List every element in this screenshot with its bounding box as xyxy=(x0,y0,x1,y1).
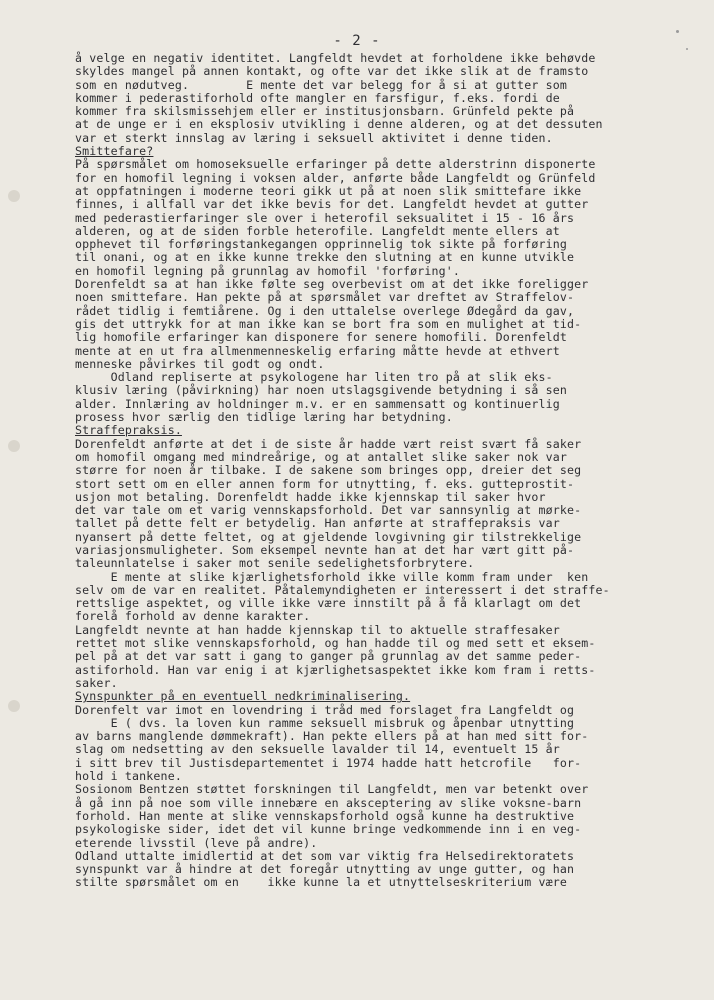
text-line: å gå inn på noe som ville innebære en aksceptering av slike voksne-barn xyxy=(75,795,582,810)
typewritten-text xyxy=(75,52,710,890)
text-line: tallet på dette felt er betydelig. Han anførte at straffepraksis var xyxy=(75,516,560,531)
text-line: finnes, i allfall var det ikke bevis for det. Langfeldt hevdet at gutter xyxy=(75,197,589,212)
text-line: selv om de var en realitet. Påtalemyndigheten er interessert i det straffe- xyxy=(75,582,610,597)
text-line: Dorenfelt var imot en lovendring i tråd med forslaget fra Langfeldt og xyxy=(75,702,575,717)
text-line: skyldes mangel på annen kontakt, og ofte var det ikke slik at de framsto xyxy=(75,64,589,79)
text-line: stilte spørsmålet om en ikke kunne la et utnyttelseskriterium være xyxy=(75,875,567,890)
text-line: det var tale om et varig vennskapsforhold. Det var sannsynlig at mørke- xyxy=(75,503,582,518)
text-line: med pederastierfaringer sle over i heterofil seksualitet i 15 - 16 års xyxy=(75,210,575,225)
text-line: at de unge er i en eksplosiv utvikling i denne alderen, og at det dessuten xyxy=(75,117,603,132)
text-line: Odland uttalte imidlertid at det som var viktig fra Helsedirektoratets xyxy=(75,848,575,863)
text-line: alder. Innlæring av holdninger m.v. er en sammensatt og kontinuerlig xyxy=(75,396,560,411)
text-line: variasjonsmuligheter. Som eksempel nevnte han at det har vært gitt på- xyxy=(75,542,575,557)
text-line: for en homofil legning i voksen alder, anførte både Langfeldt og Grünfeld xyxy=(75,170,596,185)
text-line: som en nødutveg. E mente det var belegg for å si at gutter som xyxy=(75,77,567,92)
text-line: slag om nedsetting av den seksuelle lavalder til 14, eventuelt 15 år xyxy=(75,742,560,757)
text-line: om homofil omgang med mindreårige, og at antallet slike saker nok var xyxy=(75,449,567,464)
text-line: Dorenfeldt sa at han ikke følte seg overbevist om at det ikke foreligger xyxy=(75,277,589,292)
text-line: prosess hvor særlig den tidlige læring har betydning. xyxy=(75,410,453,425)
text-line: astiforhold. Han var enig i at kjærlighetsaspektet ikke kom fram i retts- xyxy=(75,662,596,677)
text-line: alderen, og at de siden forble heterofile. Langfeldt mente ellers at xyxy=(75,223,560,238)
text-line: at oppfatningen i moderne teori gikk ut på at noen slik smittefare ikke xyxy=(75,183,582,198)
text-line: var et sterkt innslag av læring i seksuell aktivitet i denne tiden. xyxy=(75,130,553,145)
text-line: psykologiske sider, idet det vil kunne bringe vedkommende inn i en veg- xyxy=(75,822,582,837)
text-line: klusiv læring (påvirkning) har noen utslagsgivende betydning i så sen xyxy=(75,383,567,398)
page-number: - 2 - xyxy=(333,33,381,49)
text-line: nyansert på dette feltet, og at gjeldende lovgivning gir tilstrekkelige xyxy=(75,529,582,544)
text-line: en homofil legning på grunnlag av homofil 'forføring'. xyxy=(75,263,461,278)
text-line: forelå forhold av denne karakter. xyxy=(75,609,311,624)
section-heading: Straffepraksis. xyxy=(75,423,182,438)
text-line: større for noen år tilbake. I de sakene som bringes opp, dreier det seg xyxy=(75,463,582,478)
text-line: kommer fra skilsmissehjem eller er institusjonsbarn. Grünfeld pekte på xyxy=(75,104,575,119)
text-line: kommer i pederastiforhold ofte mangler en farsfigur, f.eks. fordi de xyxy=(75,90,560,105)
text-line: opphevet til forføringstankegangen opprinnelig tok sikte på forføring xyxy=(75,237,567,252)
text-line: av barns manglende dømmekraft). Han pekte ellers på at han med sitt for- xyxy=(75,729,589,744)
text-line: saker. xyxy=(75,675,118,690)
text-line: Odland repliserte at psykologene har liten tro på at slik eks- xyxy=(75,370,553,385)
text-line: E mente at slike kjærlighetsforhold ikke ville komm fram under ken xyxy=(75,569,589,584)
text-line: til onani, og at en ikke kunne trekke den slutning at en kunne utvikle xyxy=(75,250,575,265)
text-line: noen smittefare. Han pekte på at spørsmålet var dreftet av Straffelov- xyxy=(75,290,575,305)
text-line: mente at en ut fra allmenmenneskelig erfaring måtte hevde at ethvert xyxy=(75,343,560,358)
text-line: å velge en negativ identitet. Langfeldt hevdet at forholdene ikke behøvde xyxy=(75,51,596,65)
text-line: i sitt brev til Justisdepartementet i 1974 hadde hatt hetcrofile for- xyxy=(75,755,582,770)
text-line: rettet mot slike vennskapsforhold, og han hadde til og med sett et eksem- xyxy=(75,636,596,651)
text-line: usjon mot betaling. Dorenfeldt hadde ikke kjennskap til saker hvor xyxy=(75,489,546,504)
text-line: Dorenfeldt anførte at det i de siste år hadde vært reist svært få saker xyxy=(75,436,582,451)
text-line: Sosionom Bentzen støttet forskningen til Langfeldt, men var betenkt over xyxy=(75,782,589,797)
text-line: E ( dvs. la loven kun ramme seksuell misbruk og åpenbar utnytting xyxy=(75,715,575,730)
text-line: eterende livsstil (leve på andre). xyxy=(75,835,318,850)
section-heading: Synspunkter på en eventuell nedkriminalisering. xyxy=(75,689,411,704)
text-line: taleunnlatelse i saker mot senile sedelighetsforbrytere. xyxy=(75,556,475,571)
text-line: synspunkt var å hindre at det foregår utnytting av unge gutter, og han xyxy=(75,862,575,877)
text-line: Langfeldt nevnte at han hadde kjennskap til to aktuelle straffesaker xyxy=(75,622,560,637)
text-line: pel på at det var satt i gang to ganger på grunnlag av det samme peder- xyxy=(75,649,582,664)
text-line: rådet tidlig i femtiårene. Og i den uttalelse overlege Ødegård da gav, xyxy=(75,303,575,318)
text-line: menneske påvirkes til godt og ondt. xyxy=(75,356,325,371)
text-line: hold i tankene. xyxy=(75,769,182,784)
text-line: På spørsmålet om homoseksuelle erfaringer på dette alderstrinn disponerte xyxy=(75,157,596,172)
text-line: forhold. Han mente at slike vennskapsforhold også kunne ha destruktive xyxy=(75,808,575,823)
section-heading: Smittefare? xyxy=(75,144,154,159)
binder-holes xyxy=(0,0,30,1000)
text-line: rettslige aspektet, og ville ikke være innstilt på å få klarlagt om det xyxy=(75,596,582,611)
text-line: lig homofile erfaringer kan disponere for senere homofili. Dorenfeldt xyxy=(75,330,567,345)
text-line: stort sett om en eller annen form for utnytting, f. eks. gutteprostit- xyxy=(75,476,575,491)
text-line: gis det uttrykk for at man ikke kan se bort fra som en mulighet at tid- xyxy=(75,316,582,331)
